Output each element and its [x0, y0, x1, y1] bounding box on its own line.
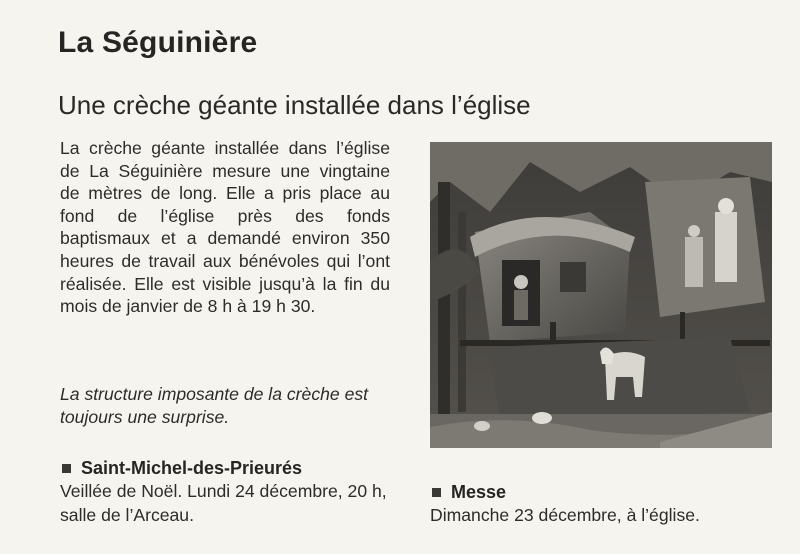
- brief-saint-michel: [60, 456, 400, 527]
- brief-title: [430, 480, 775, 504]
- brief-title: [60, 456, 400, 480]
- brief-text: Dimanche 23 décembre, à l’église.: [430, 505, 700, 525]
- nativity-scene-photo: [430, 142, 772, 448]
- article-body: La crèche géante installée dans l’église de La Séguinière mesure une vingtaine de mètres de long. Elle a pris place au fond de l’église près des fonds baptismaux et a demandé environ 350 heures de travail aux bénévoles qui l’ont réalisée. Elle est visible jusqu’à la fin du mois de janvier de 8 h à 19 h 30.: [60, 138, 390, 317]
- bullet-square-icon: [62, 464, 71, 473]
- brief-text: Veillée de Noël. Lundi 24 décembre, 20 h, salle de l’Arceau.: [60, 481, 387, 525]
- brief-title-text: Saint-Michel-des-Prieurés: [81, 458, 303, 478]
- brief-messe: [430, 480, 775, 528]
- town-heading: La Séguinière: [58, 26, 258, 59]
- brief-title-text: Messe: [451, 482, 507, 502]
- article-headline: Une crèche géante installée dans l’église: [58, 90, 531, 120]
- nativity-scene-illustration: [430, 142, 772, 448]
- photo-caption: La structure imposante de la crèche est toujours une surprise.: [60, 384, 369, 427]
- bullet-square-icon: [432, 488, 441, 497]
